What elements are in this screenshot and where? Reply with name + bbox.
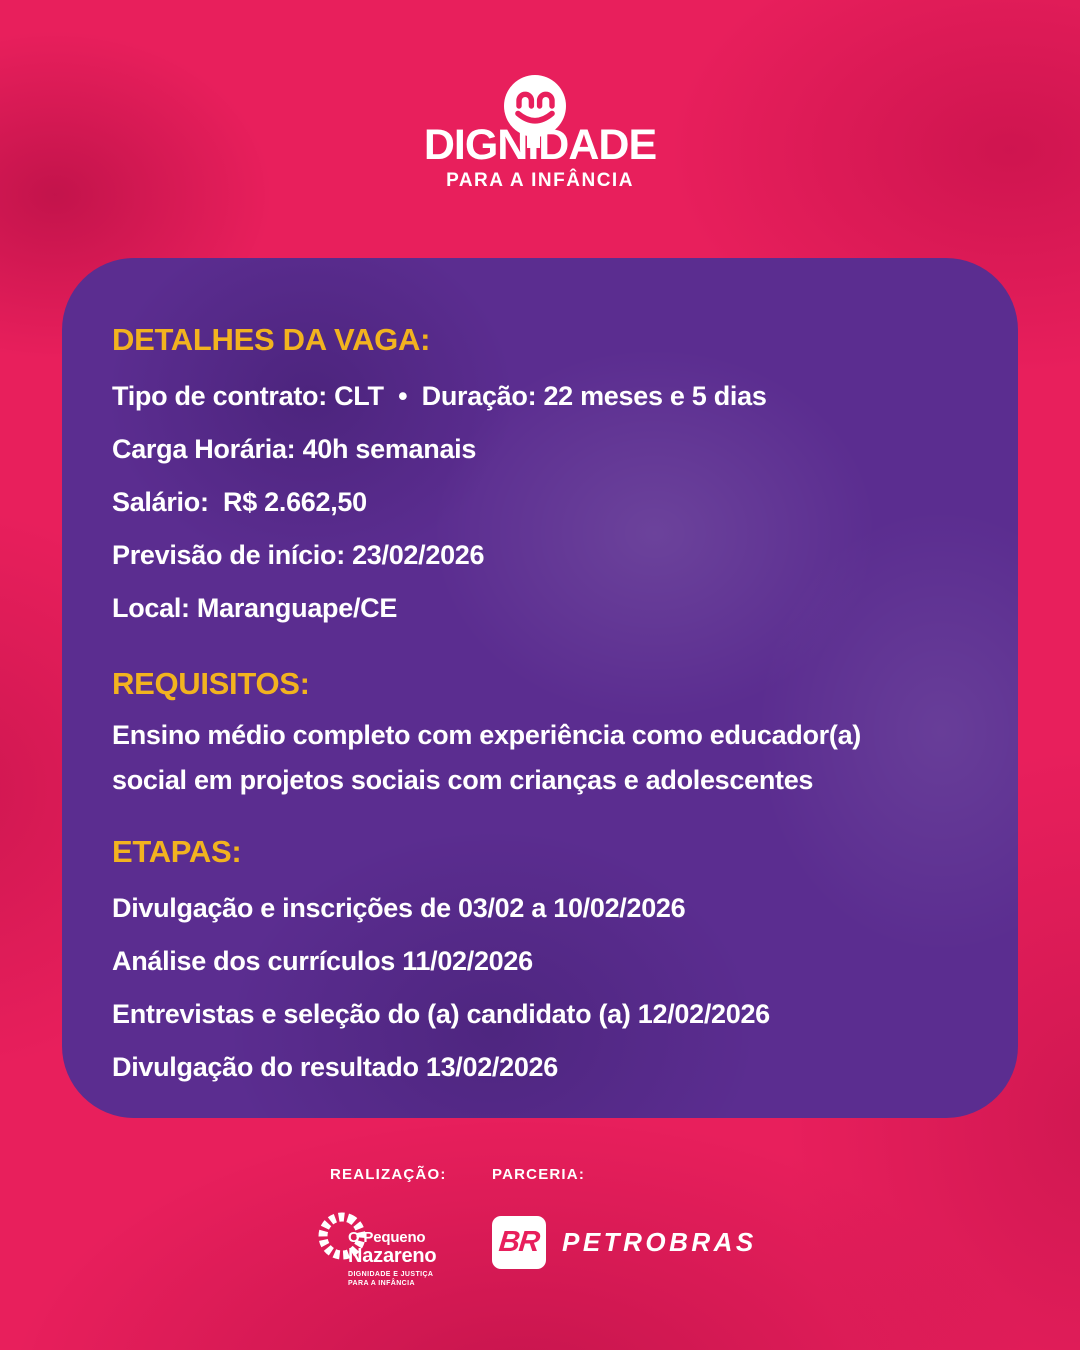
logo-tagline: PARA A INFÂNCIA (446, 170, 634, 191)
stage-cv-analysis-line: Análise dos currículos 11/02/2026 (112, 945, 533, 976)
br-mark-icon (492, 1216, 546, 1269)
stage-result-line: Divulgação do resultado 13/02/2026 (112, 1051, 558, 1082)
start-date-line: Previsão de início: 23/02/2026 (112, 539, 485, 570)
workload-line: Carga Horária: 40h semanais (112, 433, 477, 464)
opn-tagline-line2: PARA A INFÂNCIA (348, 1280, 415, 1287)
opn-tagline (348, 1270, 436, 1288)
br-mark-text: BR (497, 1226, 541, 1258)
partnership-label: PARCERIA: (492, 1166, 586, 1183)
stages-heading: ETAPAS: (112, 834, 242, 870)
petrobras-logo (492, 1216, 757, 1269)
details-heading: DETALHES DA VAGA: (112, 322, 431, 357)
stage-registration-line: Divulgação e inscrições de 03/02 a 10/02/2026 (112, 892, 686, 923)
opn-name-line2: Nazareno (348, 1245, 437, 1267)
vacancy-card (62, 258, 1018, 1118)
requirements-heading: REQUISITOS: (112, 665, 310, 701)
salary-line: Salário: R$ 2.662,50 (112, 486, 367, 517)
opn-name-line1: O Pequeno (348, 1229, 426, 1246)
logo-wordmark: DIGNIDADE (423, 121, 657, 169)
pequeno-nazareno-logo (318, 1204, 468, 1286)
location-line: Local: Maranguape/CE (112, 592, 398, 623)
realization-label: REALIZAÇÃO: (330, 1166, 447, 1183)
opn-tagline-line1: DIGNIDADE E JUSTIÇA (348, 1271, 434, 1278)
pequeno-nazareno-text (348, 1230, 436, 1288)
petrobras-wordmark: PETROBRAS (562, 1227, 757, 1257)
requirements-text: Ensino médio completo com experiência como educador(a) social em projetos sociais com crianças e adolescentes (112, 720, 861, 796)
stage-interviews-line: Entrevistas e seleção do (a) candidato (a) 12/02/2026 (112, 998, 770, 1029)
contract-duration-line: Tipo de contrato: CLT • Duração: 22 meses e 5 dias (112, 380, 767, 411)
